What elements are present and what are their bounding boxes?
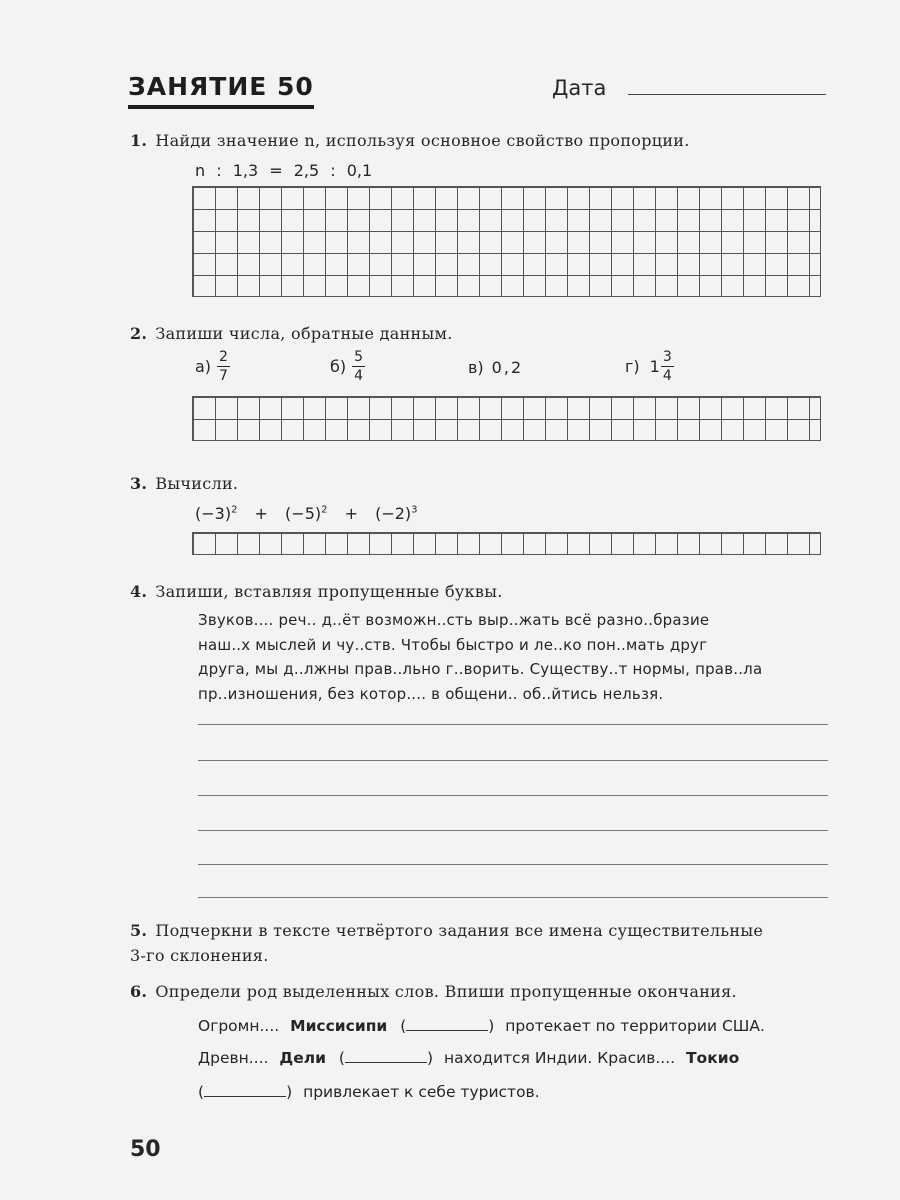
task-2-item-a xyxy=(195,350,230,383)
item-label: в) xyxy=(468,358,484,377)
fraction xyxy=(661,350,674,383)
item-label: г) xyxy=(625,357,640,376)
exponent: 3 xyxy=(411,504,418,516)
task-4-prompt xyxy=(130,582,503,601)
writing-line[interactable] xyxy=(198,724,828,725)
sentence-text: находится Индии. Красив.... xyxy=(443,1049,676,1067)
writing-line[interactable] xyxy=(198,864,828,865)
sentence-text: протекает по территории США. xyxy=(505,1017,765,1035)
task-2-item-b xyxy=(330,350,365,383)
task-6-prompt xyxy=(130,982,737,1001)
task-6-number: 6. xyxy=(130,982,148,1001)
denominator: 4 xyxy=(662,368,672,384)
term: (−2) xyxy=(375,504,412,523)
item-label: б) xyxy=(330,357,347,376)
exponent: 2 xyxy=(231,504,238,516)
task-4-text: Запиши, вставляя пропущенные буквы. xyxy=(155,582,503,601)
writing-line[interactable] xyxy=(198,760,828,761)
task-2-answer-grid[interactable] xyxy=(192,396,821,441)
page-number: 50 xyxy=(130,1137,161,1162)
task-3-answer-grid[interactable] xyxy=(192,532,821,555)
denominator: 7 xyxy=(219,368,228,384)
numerator: 3 xyxy=(662,349,672,365)
task-1-number: 1. xyxy=(130,131,148,150)
plus-sign: + xyxy=(344,504,358,523)
term: (−3) xyxy=(195,504,232,523)
gender-blank[interactable]: ( ) xyxy=(400,1017,495,1035)
numerator: 2 xyxy=(219,349,228,365)
passage-line: друга, мы д..лжны прав..льно г..ворить. Существу..т нормы, прав..ла xyxy=(198,660,763,678)
task-3-prompt xyxy=(130,474,238,493)
task-1-equation: n : 1,3 = 2,5 : 0,1 xyxy=(195,161,373,180)
denominator: 4 xyxy=(354,368,364,384)
word-stem: Огромн.... xyxy=(198,1017,280,1035)
task-2-item-d xyxy=(625,350,674,383)
writing-line[interactable] xyxy=(198,897,828,898)
date-field-line[interactable] xyxy=(628,94,826,95)
task-1-prompt xyxy=(130,131,690,150)
date-label: Дата xyxy=(552,76,607,100)
mixed-whole: 1 xyxy=(649,357,660,376)
task-1-text: Найди значение n, используя основное свойство пропорции. xyxy=(155,131,690,150)
writing-line[interactable] xyxy=(198,830,828,831)
task-6-row-1 xyxy=(198,1016,765,1035)
highlighted-word: Токио xyxy=(685,1049,740,1067)
task-5-number: 5. xyxy=(130,921,148,940)
item-value: 0,2 xyxy=(491,358,524,377)
lesson-title: ЗАНЯТИЕ 50 xyxy=(128,72,314,109)
task-3-number: 3. xyxy=(130,474,148,493)
task-2-prompt xyxy=(130,324,453,343)
gender-blank[interactable]: ( ) xyxy=(198,1083,293,1101)
task-2-number: 2. xyxy=(130,324,148,343)
writing-line[interactable] xyxy=(198,795,828,796)
term: (−5) xyxy=(285,504,322,523)
task-2-item-c xyxy=(468,358,523,377)
word-stem: Древн.... xyxy=(198,1049,269,1067)
task-6-row-2 xyxy=(198,1048,739,1067)
task-5-prompt xyxy=(130,918,763,968)
task-5-text-line2: 3-го склонения. xyxy=(130,946,269,965)
task-3-text: Вычисли. xyxy=(155,474,239,493)
highlighted-word: Миссисипи xyxy=(290,1017,388,1035)
task-3-expression xyxy=(195,504,418,523)
exponent: 2 xyxy=(321,504,328,516)
highlighted-word: Дели xyxy=(279,1049,326,1067)
passage-line: наш..х мыслей и чу..ств. Чтобы быстро и ле..ко пон..мать друг xyxy=(198,635,708,654)
passage-line: Звуков.... реч.. д..ёт возможн..сть выр..жать всё разно..бразие xyxy=(198,611,710,629)
numerator: 5 xyxy=(354,349,364,365)
task-2-text: Запиши числа, обратные данным. xyxy=(155,324,453,343)
plus-sign: + xyxy=(254,504,268,523)
fraction xyxy=(217,350,230,383)
task-1-answer-grid[interactable] xyxy=(192,186,821,297)
task-4-number: 4. xyxy=(130,582,148,601)
task-6-row-3 xyxy=(198,1082,540,1101)
sentence-text: привлекает к себе туристов. xyxy=(303,1083,540,1101)
item-label: а) xyxy=(195,357,212,376)
fraction xyxy=(352,350,365,383)
task-5-text-line1: Подчеркни в тексте четвёртого задания все имена существительные xyxy=(155,921,764,940)
gender-blank[interactable]: ( ) xyxy=(338,1049,433,1067)
passage-line: пр..изношения, без котор.... в общени.. об..йтись нельзя. xyxy=(198,684,664,703)
task-4-passage xyxy=(198,608,830,706)
task-6-text: Определи род выделенных слов. Впиши пропущенные окончания. xyxy=(155,982,737,1001)
